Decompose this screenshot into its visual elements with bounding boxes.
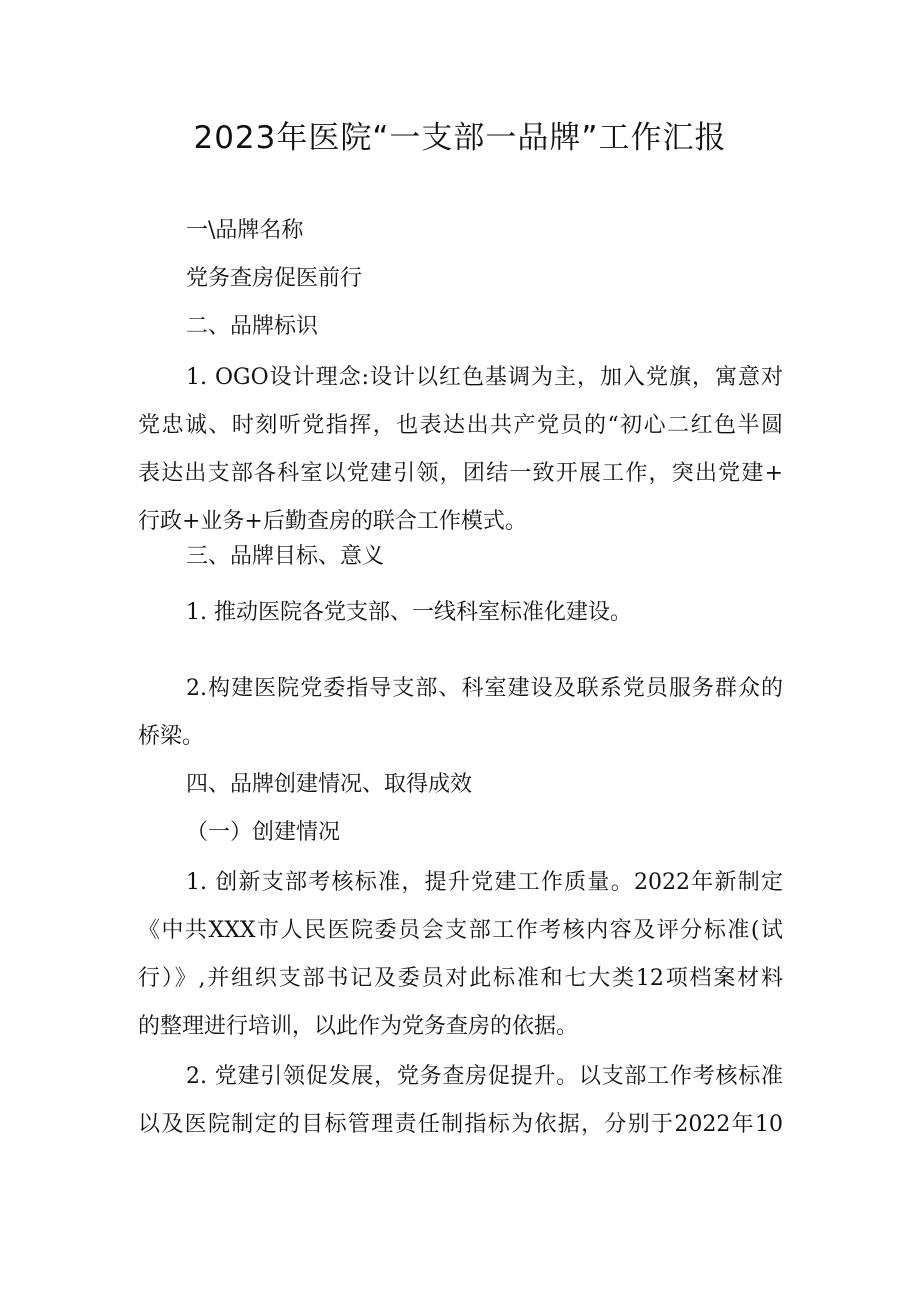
heading-brand-logo: 二、品牌标识 <box>186 314 319 339</box>
paragraph-line: 1. 推动医院各党支部、一线科室标准化建设。 <box>186 600 632 625</box>
paragraph-line: 桥梁。 <box>138 724 205 749</box>
paragraph-line: 以及医院制定的目标管理责任制指标为依据，分别于2022年10 <box>138 1112 783 1137</box>
heading-brand-name: 一\品牌名称 <box>186 218 304 243</box>
paragraph-line: 行）》,并组织支部书记及委员对此标准和七大类12项档案材料 <box>138 966 783 991</box>
paragraph-line: 1. OGO设计理念:设计以红色基调为主，加入党旗，寓意对 <box>186 365 783 390</box>
heading-brand-results: 四、品牌创建情况、取得成效 <box>186 772 473 797</box>
paragraph-line: 《中共XXX市人民医院委员会支部工作考核内容及评分标准(试 <box>138 918 783 943</box>
paragraph-line: 1. 创新支部考核标准，提升党建工作质量。2022年新制定 <box>186 870 783 895</box>
paragraph-line: 2.构建医院党委指导支部、科室建设及联系党员服务群众的 <box>186 676 783 701</box>
paragraph-line: 的整理进行培训，以此作为党务查房的依据。 <box>138 1014 579 1039</box>
paragraph-line: 表达出支部各科室以党建引领，团结一致开展工作，突出党建+ <box>138 461 783 486</box>
paragraph-line: 行政+业务+后勤查房的联合工作模式。 <box>138 509 527 534</box>
document-title: 2023年医院“一支部一品牌”工作汇报 <box>193 120 727 156</box>
paragraph-line: 2. 党建引领促发展，党务查房促提升。以支部工作考核标准 <box>186 1064 783 1089</box>
brand-name-text: 党务查房促医前行 <box>186 266 363 291</box>
heading-brand-goals: 三、品牌目标、意义 <box>186 544 385 569</box>
paragraph-line: 党忠诚、时刻听党指挥，也表达出共产党员的“初心二红色半圆 <box>138 413 783 438</box>
subheading-creation: （一）创建情况 <box>186 820 341 845</box>
